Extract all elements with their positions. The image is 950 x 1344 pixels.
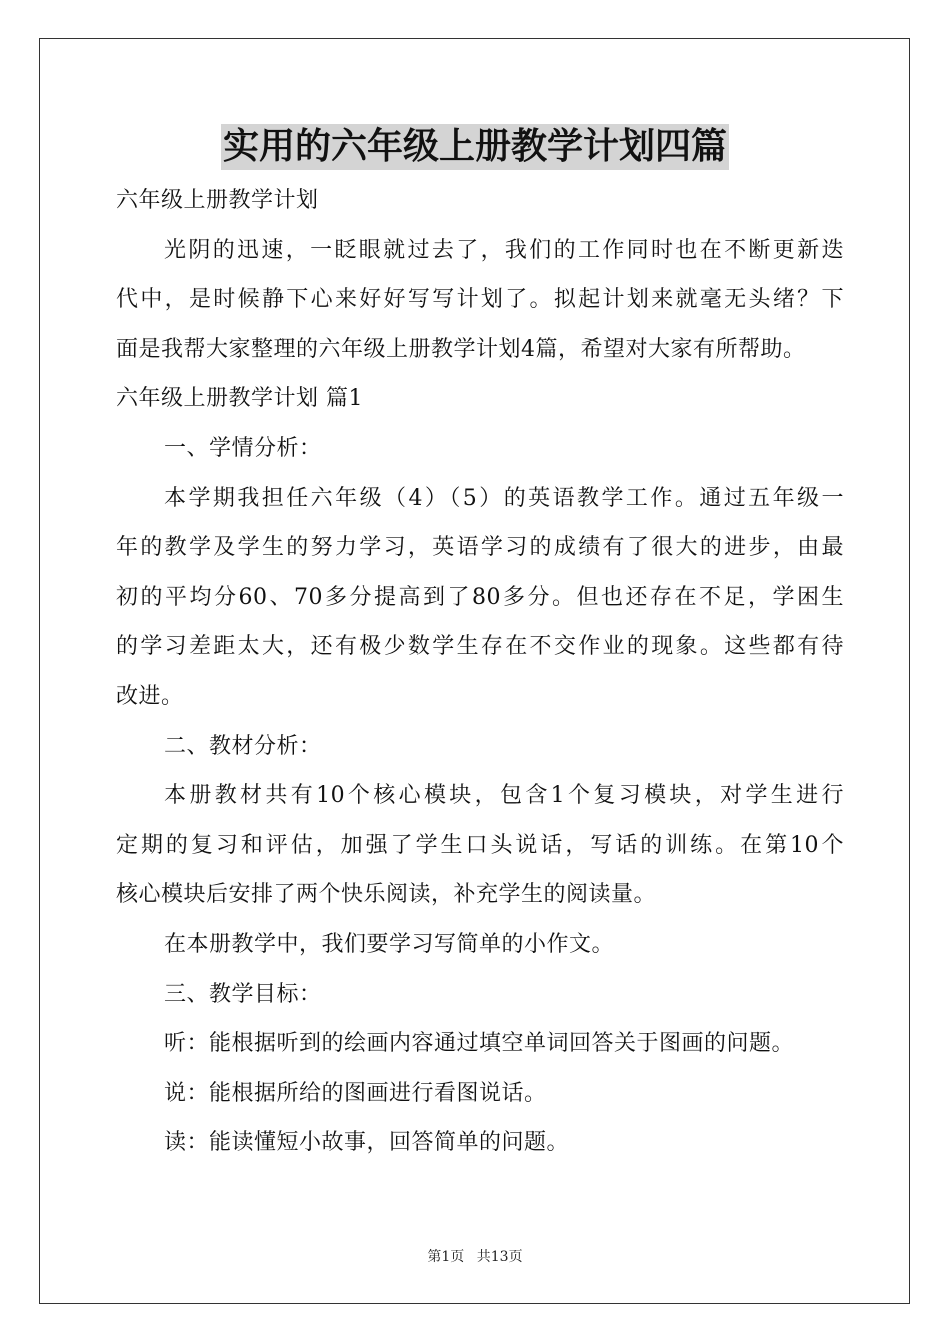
paragraph-line: 面是我帮大家整理的六年级上册教学计划4篇，希望对大家有所帮助。 bbox=[116, 336, 806, 362]
page-footer bbox=[0, 1248, 950, 1266]
document-body bbox=[116, 176, 844, 1168]
paragraph-line: 核心模块后安排了两个快乐阅读，补充学生的阅读量。 bbox=[116, 882, 657, 908]
paragraph-line: 代中，是时候静下心来好好写写计划了。拟起计划来就毫无头绪？下 bbox=[116, 287, 844, 313]
paragraph-line: 初的平均分60、70多分提高到了80多分。但也还存在不足，学困生 bbox=[116, 584, 844, 610]
paragraph-line: 光阴的迅速，一眨眼就过去了，我们的工作同时也在不断更新迭 bbox=[164, 237, 844, 263]
paragraph-line: 说：能根据所给的图画进行看图说话。 bbox=[164, 1080, 547, 1106]
subsection-heading: 二、教材分析： bbox=[164, 733, 322, 759]
section-heading: 六年级上册教学计划 bbox=[116, 188, 319, 213]
title-wrap bbox=[0, 124, 950, 170]
section-heading: 六年级上册教学计划 篇1 bbox=[116, 386, 363, 412]
paragraph-line: 本册教材共有10个核心模块，包含1个复习模块，对学生进行 bbox=[164, 783, 844, 809]
paragraph-line: 定期的复习和评估，加强了学生口头说话，写话的训练。在第10个 bbox=[116, 832, 844, 858]
paragraph-line: 在本册教学中，我们要学习写简单的小作文。 bbox=[164, 931, 615, 957]
document-title: 实用的六年级上册教学计划四篇 bbox=[221, 124, 729, 170]
paragraph-line: 改进。 bbox=[116, 683, 184, 709]
paragraph-line: 听：能根据听到的绘画内容通过填空单词回答关于图画的问题。 bbox=[164, 1031, 795, 1057]
subsection-heading: 三、教学目标： bbox=[164, 981, 322, 1007]
paragraph-line: 的学习差距太大，还有极少数学生存在不交作业的现象。这些都有待 bbox=[116, 634, 844, 660]
paragraph-line: 年的教学及学生的努力学习，英语学习的成绩有了很大的进步，由最 bbox=[116, 535, 844, 561]
page-number: 第1页 bbox=[427, 1249, 465, 1265]
paragraph-line: 本学期我担任六年级（4）（5）的英语教学工作。通过五年级一 bbox=[164, 485, 844, 511]
page-total: 共13页 bbox=[476, 1249, 523, 1265]
subsection-heading: 一、学情分析： bbox=[164, 435, 322, 461]
paragraph-line: 读：能读懂短小故事，回答简单的问题。 bbox=[164, 1130, 570, 1156]
